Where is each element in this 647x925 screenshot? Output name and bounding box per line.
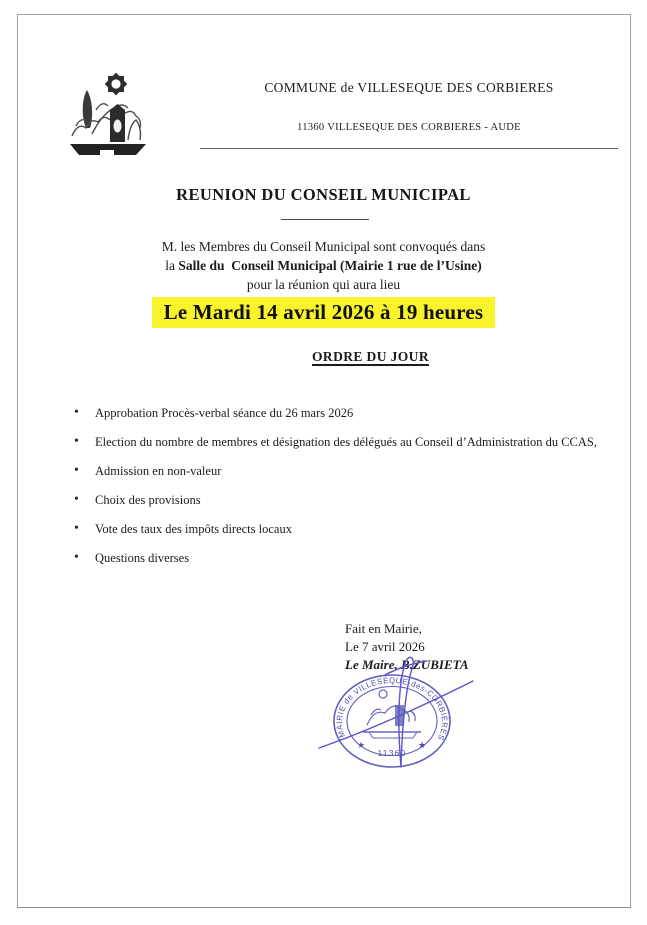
signature-mayor: Le Maire, B.ZUBIETA [345,657,469,672]
signature-place: Fait en Mairie, [345,621,422,636]
agenda-item-6: • Questions diverses [95,550,600,567]
agenda-item-3: • Admission en non-valeur [95,463,600,480]
agenda-item-2: • Election du nombre de membres et désignation des délégués au Conseil d’Administration du CCAS, [95,434,600,451]
convocation-paragraph [0,237,647,294]
agenda-heading-row [0,348,647,366]
meeting-date-row [0,300,647,325]
page-title: REUNION DU CONSEIL MUNICIPAL [176,185,471,204]
agenda-item-5: • Vote des taux des impôts directs locaux [95,521,600,538]
header-divider [200,148,618,149]
commune-name: COMMUNE de VILLESEQUE DES CORBIERES [264,80,554,95]
sun-icon [105,73,128,96]
title-underline [281,219,369,220]
agenda-heading: ORDRE DU JOUR [312,349,429,364]
intro-line2-prefix: la [165,258,179,273]
meeting-date-highlight: Le Mardi 14 avril 2026 à 19 heures [152,297,496,328]
letterhead [200,80,618,149]
agenda-item-1: • Approbation Procès-verbal séance du 26 mars 2026 [95,405,600,422]
stamp-arc-text: MAIRIE de VILLESÈQUE-des-CORBIÈRES [334,676,450,743]
intro-line3: pour la réunion qui aura lieu [246,277,401,292]
agenda-item-4: • Choix des provisions [95,492,600,509]
stamp-star-right-icon: ★ [418,740,427,750]
stamp-crest-icon [363,690,421,738]
signature-date: Le 7 avril 2026 [345,639,425,654]
meeting-place: Salle du Conseil Municipal (Mairie 1 rue de l’Usine) [178,258,482,273]
stamp-star-left-icon: ★ [357,740,366,750]
commune-address: 11360 VILLESEQUE DES CORBIERES - AUDE [297,122,521,133]
agenda-list [95,405,600,579]
stamp-postal-code: 11360 [377,748,407,758]
commune-crest-icon [66,70,150,164]
intro-line1: M. les Membres du Conseil Municipal sont convoqués dans [161,239,486,254]
mairie-stamp [313,653,481,775]
